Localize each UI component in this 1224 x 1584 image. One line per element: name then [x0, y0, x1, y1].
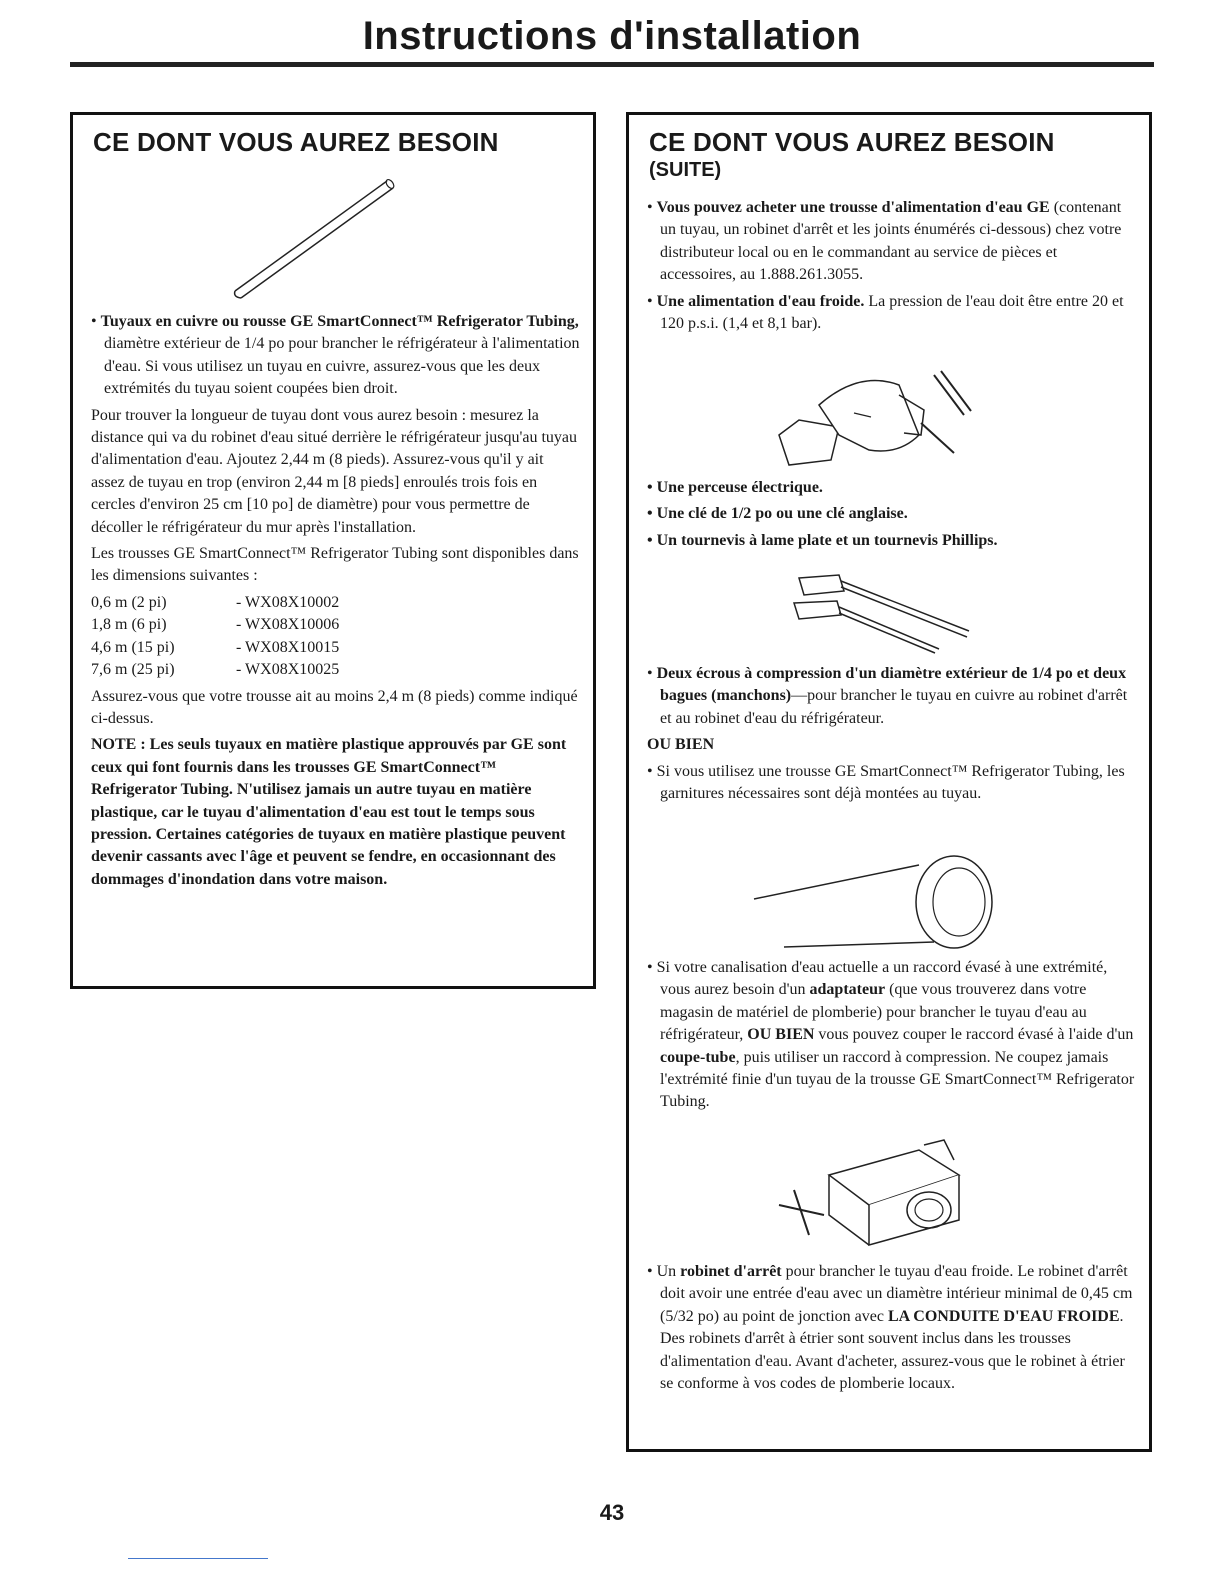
footer-link-line	[128, 1558, 268, 1559]
nuts-item: • Deux écrous à compression d'un diamètre extérieur de 1/4 po et deux bagues (manchons)—pour brancher le tuyau en cuivre au robinet d'arrêt et au robinet d'eau du réfrigérateur.	[647, 665, 1128, 727]
left-heading: CE DONT VOUS AUREZ BESOIN	[93, 127, 499, 157]
left-text	[91, 311, 581, 895]
right-text-valve	[647, 1261, 1137, 1399]
page-title: Instructions d'installation	[362, 14, 862, 58]
or-label: OU BIEN	[647, 736, 715, 754]
flared-tube-illustration	[749, 847, 1009, 957]
screwdriver-illustration	[789, 563, 989, 658]
sizes-table	[91, 592, 581, 682]
right-panel	[626, 112, 1152, 1452]
right-text-nuts	[647, 663, 1137, 809]
left-panel	[70, 112, 596, 989]
size-row: 0,6 m (2 pi) - WX08X10002	[91, 593, 340, 611]
size-row: 4,6 m (15 pi) - WX08X10015	[91, 638, 340, 656]
tubing-item: • Tuyaux en cuivre ou rousse GE SmartConnect™ Refrigerator Tubing, diamètre extérieur de 1/4 po pour brancher le réfrigérateur à l'alimentation d'eau. Si vous utilisez un tuyau en cuivre, assurez-vous que les deux extrémités du tuyau soient coupées bien droit.	[91, 313, 580, 398]
right-subheading: (SUITE)	[649, 159, 722, 181]
tubing-illustration	[223, 171, 403, 301]
page-number: 43	[599, 1500, 625, 1525]
kit-item: • Vous pouvez acheter une trousse d'alimentation d'eau GE (contenant un tuyau, un robinet d'arrêt et les joints énumérés ci-dessous) chez votre distributeur local ou en le commandant au service de pièces et accessoires, au 1.888.261.3055.	[647, 199, 1122, 284]
right-heading: CE DONT VOUS AUREZ BESOIN	[649, 127, 1055, 157]
smartconnect-item: • Si vous utilisez une trousse GE SmartConnect™ Refrigerator Tubing, les garnitures nécessaires sont déjà montées au tuyau.	[647, 762, 1125, 803]
valve-item: • Un robinet d'arrêt pour brancher le tuyau d'eau froide. Le robinet d'arrêt doit avoir une entrée d'eau avec un diamètre intérieur minimal de 0,45 cm (5/32 po) au point de jonction avec LA CONDUITE D'EAU FROIDE. Des robinets d'arrêt à étrier sont souvent inclus dans les trousses d'alimentation d'eau. Avant d'acheter, assurez-vous que le robinet à étrier se conforme à vos codes de plomberie locaux.	[647, 1263, 1133, 1393]
length-paragraph: Pour trouver la longueur de tuyau dont vous aurez besoin : mesurez la distance qui va du robinet d'eau situé derrière le réfrigérateur jusqu'au tuyau d'alimentation d'eau. Ajoutez 2,44 m (8 pieds). Assurez-vous qu'il y ait assez de tuyau en trop (environ 2,44 m [8 pieds] enroulés trois fois en cercles d'environ 25 cm [10 po] de diamètre) pour vous permettre de décoller le réfrigérateur du mur après l'installation.	[91, 406, 578, 536]
ensure-paragraph: Assurez-vous que votre trousse ait au moins 2,4 m (8 pieds) comme indiqué ci-dessus.	[91, 687, 578, 727]
right-text-flare	[647, 957, 1137, 1118]
flare-item: • Si votre canalisation d'eau actuelle a un raccord évasé à une extrémité, vous aurez besoin d'un adaptateur (que vous trouverez dans votre magasin de matériel de plomberie) pour brancher le tuyau d'eau au réfrigérateur, OU BIEN vous pouvez couper le raccord évasé à l'aide d'un coupe-tube, puis utiliser un raccord à compression. Ne coupez jamais l'extrémité finie d'un tuyau de la trousse GE SmartConnect™ Refrigerator Tubing.	[647, 959, 1135, 1111]
size-row: 7,6 m (25 pi) - WX08X10025	[91, 661, 340, 679]
right-text-top	[647, 197, 1137, 339]
screwdriver-item: • Un tournevis à lame plate et un tournevis Phillips.	[647, 531, 998, 549]
title-rule	[70, 62, 1154, 67]
kits-paragraph: Les trousses GE SmartConnect™ Refrigerator Tubing sont disponibles dans les dimensions suivantes :	[91, 545, 579, 585]
drill-illustration	[759, 365, 989, 480]
drill-item: • Une perceuse électrique.	[647, 479, 823, 496]
wrench-item: • Une clé de 1/2 po ou une clé anglaise.	[647, 505, 908, 523]
cold-water-item: • Une alimentation d'eau froide. La pression de l'eau doit être entre 20 et 120 p.s.i. (1,4 et 8,1 bar).	[647, 292, 1124, 333]
shutoff-valve-illustration	[769, 1135, 989, 1255]
note-paragraph: NOTE : Les seuls tuyaux en matière plastique approuvés par GE sont ceux qui font fournis dans les trousses GE SmartConnect™ Refrigerator Tubing. N'utilisez jamais un autre tuyau en matière plastique, car le tuyau d'alimentation d'eau est tout le temps sous pression. Certaines catégories de tuyaux en matière plastique peuvent devenir cassants avec l'âge et peuvent se fendre, en occasionnant des dommages d'inondation dans votre maison.	[91, 736, 567, 888]
right-text-tools	[647, 477, 1137, 556]
size-row: 1,8 m (6 pi) - WX08X10006	[91, 616, 340, 634]
